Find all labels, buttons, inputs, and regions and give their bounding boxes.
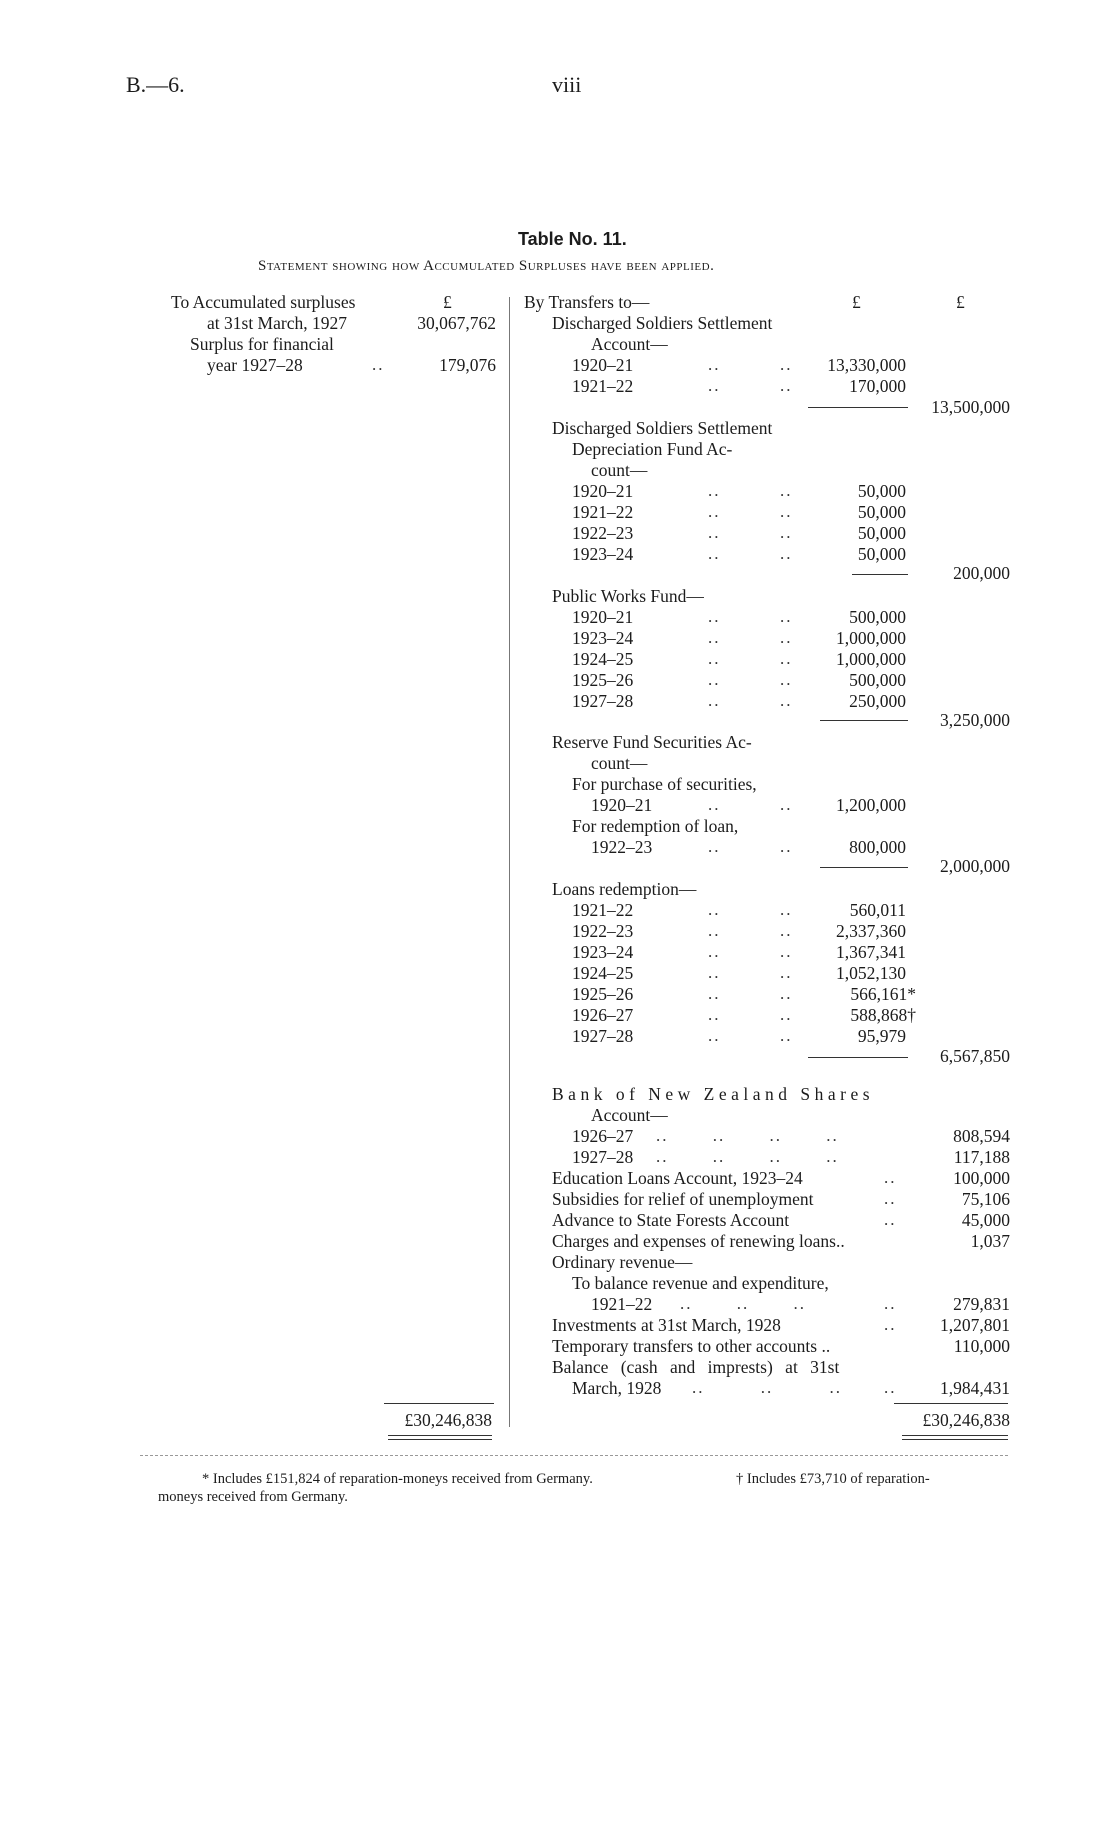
- left-total-rule: [384, 1403, 494, 1404]
- leader-dots: ..: [780, 963, 793, 982]
- table-subtitle: Statement showing how Accumulated Surpluses have been applied.: [258, 258, 715, 274]
- rfs-line-3: For purchase of securities,: [572, 774, 757, 794]
- left-line-3: Surplus for financial: [190, 334, 334, 354]
- rfs-line-1: Reserve Fund Securities Ac-: [552, 732, 752, 752]
- temporary-value: 110,000: [953, 1336, 1010, 1356]
- left-double-rule-1: [388, 1435, 492, 1436]
- leader-dots: ..: [708, 544, 721, 563]
- dss-year: 1921–22: [572, 376, 634, 396]
- dssd-line-2: Depreciation Fund Ac-: [572, 439, 733, 459]
- dss-value: 13,330,000: [827, 355, 906, 375]
- item-value: 100,000: [953, 1168, 1010, 1188]
- rfs-total: 2,000,000: [940, 856, 1010, 876]
- rfs-year-2: 1922–23: [591, 837, 653, 857]
- bnz-line-1: Bank of New Zealand Shares: [552, 1084, 875, 1104]
- dssd-value: 50,000: [857, 502, 906, 522]
- left-value-1: 30,067,762: [417, 313, 496, 333]
- pwf-value: 500,000: [849, 607, 906, 627]
- loans-year: 1921–22: [572, 900, 634, 920]
- loans-line-1: Loans redemption—: [552, 879, 697, 899]
- leader-dots: ..: [780, 481, 793, 500]
- dssd-value: 50,000: [857, 523, 906, 543]
- dssd-year: 1922–23: [572, 523, 634, 543]
- item-value: 1,037: [970, 1231, 1010, 1251]
- dss-year: 1920–21: [572, 355, 634, 375]
- leader-dots: ..: [708, 502, 721, 521]
- pwf-line-1: Public Works Fund—: [552, 586, 704, 606]
- leader-dots: ..: [708, 984, 721, 1003]
- leader-dots: ..: [708, 837, 721, 856]
- investments-label: Investments at 31st March, 1928: [552, 1315, 781, 1335]
- leader-dots: ..: [708, 1026, 721, 1045]
- bnz-value: 808,594: [953, 1126, 1010, 1146]
- item-label: Subsidies for relief of unemployment: [552, 1189, 814, 1209]
- ordinary-line-1: Ordinary revenue—: [552, 1252, 693, 1272]
- leader-dots: ..: [780, 355, 793, 374]
- left-line-4: year 1927–28: [207, 355, 303, 375]
- leader-dots: ..: [780, 1026, 793, 1045]
- loans-value: 95,979: [857, 1026, 906, 1046]
- leader-dots: ..: [708, 481, 721, 500]
- leader-dots: ..: [780, 649, 793, 668]
- item-value: 75,106: [961, 1189, 1010, 1209]
- leader-dots: ..: [780, 942, 793, 961]
- right-currency-1: £: [852, 292, 861, 312]
- left-double-rule-2: [388, 1439, 492, 1440]
- footnote-separator: [140, 1455, 1008, 1456]
- leader-dots: ..: [708, 963, 721, 982]
- leader-dots: ..: [780, 502, 793, 521]
- leader-dots: ..: [780, 795, 793, 814]
- loans-year: 1922–23: [572, 921, 634, 941]
- dss-value: 170,000: [849, 376, 906, 396]
- dssd-year: 1921–22: [572, 502, 634, 522]
- left-total: £30,246,838: [404, 1410, 492, 1430]
- leader-dots: .. .. ..: [692, 1378, 842, 1397]
- pwf-year: 1925–26: [572, 670, 634, 690]
- leader-dots: ..: [780, 1005, 793, 1024]
- leader-dots: ..: [372, 355, 385, 374]
- bnz-year: 1927–28: [572, 1147, 634, 1167]
- leader-dots: ..: [708, 628, 721, 647]
- leader-dots: ..: [884, 1168, 897, 1187]
- column-divider: [509, 297, 510, 1427]
- right-total-rule: [894, 1403, 1008, 1404]
- item-label: Education Loans Account, 1923–24: [552, 1168, 803, 1188]
- pwf-year: 1920–21: [572, 607, 634, 627]
- leader-dots: ..: [780, 523, 793, 542]
- left-line-1: To Accumulated surpluses: [171, 292, 356, 312]
- right-double-rule-2: [902, 1439, 1008, 1440]
- leader-dots: ..: [780, 984, 793, 1003]
- pwf-value: 500,000: [849, 670, 906, 690]
- investments-value: 1,207,801: [940, 1315, 1010, 1335]
- loans-total: 6,567,850: [940, 1046, 1010, 1066]
- leader-dots: ..: [884, 1378, 897, 1397]
- item-label: Charges and expenses of renewing loans..: [552, 1231, 845, 1251]
- loans-value: 588,868†: [850, 1005, 916, 1025]
- dss-line-2: Account—: [591, 334, 668, 354]
- pwf-value: 250,000: [849, 691, 906, 711]
- page-number: viii: [552, 72, 582, 97]
- right-currency-2: £: [956, 292, 965, 312]
- leader-dots: ..: [708, 795, 721, 814]
- item-label: Advance to State Forests Account: [552, 1210, 790, 1230]
- loans-year: 1924–25: [572, 963, 634, 983]
- dssd-total: 200,000: [953, 563, 1010, 583]
- balance-line-1: Balance (cash and imprests) at 31st: [552, 1357, 840, 1377]
- leader-dots: ..: [708, 942, 721, 961]
- rfs-line-2: count—: [591, 753, 648, 773]
- bnz-line-2: Account—: [591, 1105, 668, 1125]
- rfs-line-4: For redemption of loan,: [572, 816, 739, 836]
- temporary-label: Temporary transfers to other accounts ..: [552, 1336, 831, 1356]
- pwf-year: 1924–25: [572, 649, 634, 669]
- ordinary-value: 279,831: [953, 1294, 1010, 1314]
- left-line-2: at 31st March, 1927: [207, 313, 347, 333]
- dssd-year: 1923–24: [572, 544, 634, 564]
- loans-value: 1,367,341: [836, 942, 906, 962]
- dssd-value: 50,000: [857, 544, 906, 564]
- leader-dots: ..: [780, 691, 793, 710]
- pwf-total: 3,250,000: [940, 710, 1010, 730]
- leader-dots: .. .. ..: [680, 1294, 806, 1313]
- loans-value: 566,161*: [850, 984, 916, 1004]
- ordinary-line-2: To balance revenue and expenditure,: [572, 1273, 829, 1293]
- loans-value: 560,011: [849, 900, 906, 920]
- leader-dots: .. .. .. ..: [656, 1126, 839, 1145]
- loans-value: 2,337,360: [836, 921, 906, 941]
- leader-dots: ..: [708, 649, 721, 668]
- page-ref: B.—6.: [126, 72, 185, 97]
- leader-dots: ..: [708, 607, 721, 626]
- leader-dots: ..: [780, 607, 793, 626]
- rfs-year-1: 1920–21: [591, 795, 653, 815]
- pwf-year: 1923–24: [572, 628, 634, 648]
- footnote-star-continued: moneys received from Germany.: [158, 1489, 348, 1505]
- right-heading: By Transfers to—: [524, 292, 650, 312]
- pwf-value: 1,000,000: [836, 649, 906, 669]
- loans-year: 1926–27: [572, 1005, 634, 1025]
- loans-value: 1,052,130: [836, 963, 906, 983]
- leader-dots: ..: [780, 900, 793, 919]
- loans-year: 1923–24: [572, 942, 634, 962]
- leader-dots: ..: [884, 1294, 897, 1313]
- left-currency: £: [443, 292, 452, 312]
- leader-dots: ..: [780, 628, 793, 647]
- table-title: Table No. 11.: [518, 229, 627, 249]
- dss-line-1: Discharged Soldiers Settlement: [552, 313, 773, 333]
- rfs-value-1: 1,200,000: [836, 795, 906, 815]
- right-total: £30,246,838: [922, 1410, 1010, 1430]
- loans-year: 1925–26: [572, 984, 634, 1004]
- balance-line-2: March, 1928: [572, 1378, 662, 1398]
- bnz-value: 117,188: [953, 1147, 1010, 1167]
- leader-dots: ..: [780, 670, 793, 689]
- leader-dots: ..: [708, 355, 721, 374]
- dssd-line-3: count—: [591, 460, 648, 480]
- dssd-year: 1920–21: [572, 481, 634, 501]
- leader-dots: ..: [708, 691, 721, 710]
- ordinary-year: 1921–22: [591, 1294, 653, 1314]
- right-double-rule-1: [902, 1435, 1008, 1436]
- pwf-value: 1,000,000: [836, 628, 906, 648]
- footnote-star: * Includes £151,824 of reparation-moneys received from Germany.: [202, 1471, 593, 1487]
- leader-dots: ..: [708, 1005, 721, 1024]
- leader-dots: ..: [708, 376, 721, 395]
- leader-dots: ..: [780, 921, 793, 940]
- pwf-year: 1927–28: [572, 691, 634, 711]
- dssd-value: 50,000: [857, 481, 906, 501]
- leader-dots: ..: [884, 1315, 897, 1334]
- loans-year: 1927–28: [572, 1026, 634, 1046]
- dssd-line-1: Discharged Soldiers Settlement: [552, 418, 773, 438]
- leader-dots: ..: [884, 1210, 897, 1229]
- leader-dots: ..: [708, 523, 721, 542]
- leader-dots: ..: [708, 900, 721, 919]
- bnz-year: 1926–27: [572, 1126, 634, 1146]
- leader-dots: .. .. .. ..: [656, 1147, 839, 1166]
- leader-dots: ..: [780, 376, 793, 395]
- balance-value: 1,984,431: [940, 1378, 1010, 1398]
- leader-dots: ..: [780, 837, 793, 856]
- leader-dots: ..: [708, 921, 721, 940]
- leader-dots: ..: [708, 670, 721, 689]
- leader-dots: ..: [884, 1189, 897, 1208]
- dss-total: 13,500,000: [931, 397, 1010, 417]
- item-value: 45,000: [961, 1210, 1010, 1230]
- footnote-dagger: † Includes £73,710 of reparation-: [736, 1471, 930, 1487]
- left-value-2: 179,076: [439, 355, 496, 375]
- rfs-value-2: 800,000: [849, 837, 906, 857]
- leader-dots: ..: [780, 544, 793, 563]
